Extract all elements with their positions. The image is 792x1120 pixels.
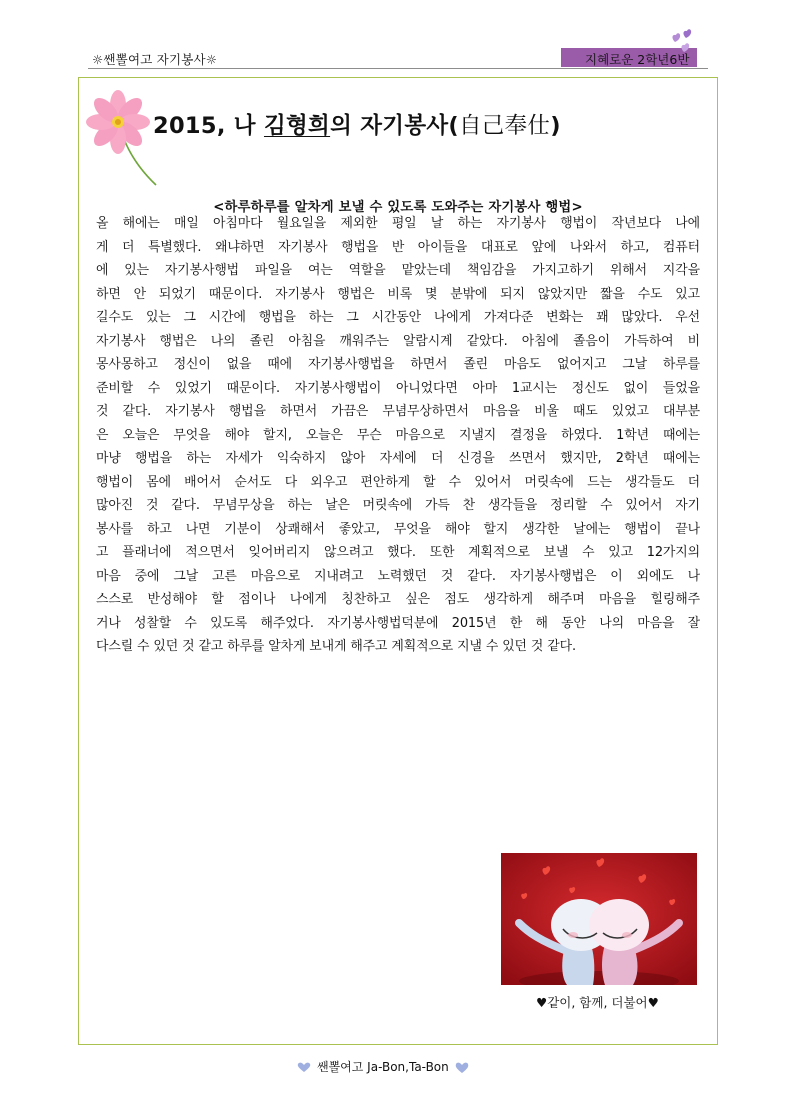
body-line: 거나 성찰할 수 있도록 해주었다. 자기봉사행법덕분에 2015년 한 해 동안 나의 마음을 잘 bbox=[96, 615, 700, 631]
hug-illustration bbox=[501, 853, 697, 985]
body-line: 몽사몽하고 정신이 없을 때에 자기봉사행법을 하면서 졸린 마음도 없어지고 그날 하루를 bbox=[96, 357, 700, 372]
page-footer bbox=[296, 1058, 470, 1075]
footer-text: 쌘뽈여고 Ja-Bon,Ta-Bon bbox=[317, 1060, 449, 1074]
body-line: 길수도 있는 그 시간에 행법을 하는 그 시간동안 나에게 가져다준 변화는 꽤 많았다. 우선 bbox=[96, 310, 701, 325]
blue-heart-icon bbox=[296, 1061, 312, 1073]
title-name: 김형희 bbox=[263, 113, 331, 139]
body-line: 마음 중에 그날 고른 마음으로 지내려고 노력했던 것 같다. 자기봉사행법은 이 외에도 나 bbox=[96, 568, 700, 584]
body-line: 준비할 수 있었기 때문이다. 자기봉사행법이 아니었다면 아마 1교시는 정신도 없이 들었을 bbox=[96, 380, 700, 396]
header-right-class-band: 지혜로운 2학년6반 bbox=[561, 48, 697, 67]
body-line: 스스로 반성해야 할 점이나 나에게 칭찬하고 싶은 점도 생각하게 해주며 마음을 힐링해주 bbox=[96, 592, 700, 607]
body-line: 다스릴 수 있던 것 같고 하루를 알차게 보내게 해주고 계획적으로 지낼 수 있던 것 같다. bbox=[96, 639, 576, 654]
title-close: ) bbox=[550, 113, 561, 139]
body-line: 것 같다. 자기봉사 행법을 하면서 가끔은 무념무상하면서 마음을 비울 때도 있었고 대부분 bbox=[96, 404, 700, 419]
picture-caption: ♥같이, 함께, 더불어♥ bbox=[536, 995, 659, 1010]
subheading: <하루하루를 알차게 보낼 수 있도록 도와주는 자기봉사 행법> bbox=[213, 200, 583, 215]
cosmos-flower-icon bbox=[86, 88, 162, 188]
body-line: 게 더 특별했다. 왜냐하면 자기봉사 행법을 반 아이들을 대표로 앞에 나와서 하고, 컴퓨터 bbox=[96, 239, 700, 255]
header-divider bbox=[88, 68, 708, 69]
page-title bbox=[153, 108, 561, 140]
title-prefix: 2015, 나 bbox=[153, 113, 264, 139]
body-line: 올 해에는 매일 아침마다 월요일을 제외한 평일 날 하는 자기봉사 행법이 작년보다 나에 bbox=[96, 216, 700, 231]
body-line: 고 플래너에 적으면서 잊어버리지 않으려고 했다. 또한 계획적으로 보낼 수 있고 12가지의 bbox=[96, 545, 700, 560]
body-line: 마냥 행법을 하는 자세가 익숙하지 않아 자세에 더 신경을 쓰면서 했지만, 2학년 때에는 bbox=[96, 451, 700, 466]
body-line: 자기봉사 행법은 나의 졸린 아침을 깨워주는 알람시계 같았다. 아침에 졸음이 가득하여 비 bbox=[96, 333, 700, 349]
body-line: 봉사를 하고 나면 기분이 상쾌해서 좋았고, 무엇을 해야 할지 생각한 날에는 행법이 끝나 bbox=[96, 521, 700, 537]
body-line: 많아진 것 같다. 무념무상을 하는 날은 머릿속에 가득 찬 생각들을 정리할 수 있어서 자기 bbox=[96, 498, 700, 513]
title-hanja: 自己奉仕 bbox=[459, 113, 551, 139]
body-paragraph bbox=[96, 212, 700, 659]
header-left-title: ☼쌘뽈여고 자기봉사☼ bbox=[92, 52, 218, 67]
body-line: 은 오늘은 무엇을 해야 할지, 오늘은 무슨 마음으로 지낼지 결정을 하였다. 1학년 때에는 bbox=[96, 427, 700, 443]
body-line: 하면 안 되었기 때문이다. 자기봉사 행법은 비록 몇 분밖에 되지 않았지만 짧을 수도 있고 bbox=[96, 286, 700, 302]
title-suffix: 의 자기봉사( bbox=[330, 113, 459, 139]
blue-heart-icon bbox=[454, 1060, 470, 1074]
body-line: 에 있는 자기봉사행법 파일을 여는 역할을 맡았는데 책임감을 가지고하기 위해서 지각을 bbox=[96, 263, 700, 278]
purple-hearts-icon bbox=[668, 28, 698, 54]
body-line: 행법이 몸에 배어서 순서도 다 외우고 편안하게 할 수 있어서 머릿속에 드는 생각들도 더 bbox=[96, 474, 700, 490]
